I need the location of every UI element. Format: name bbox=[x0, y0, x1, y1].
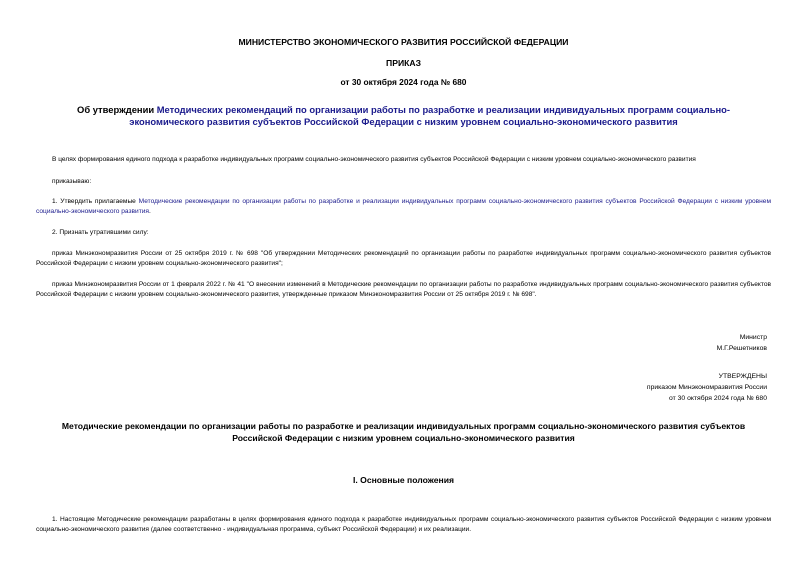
item1-prefix: 1. Утвердить прилагаемые bbox=[52, 198, 139, 205]
order-date-number: от 30 октября 2024 года № 680 bbox=[340, 77, 467, 87]
section1-paragraph1: 1. Настоящие Методические рекомендации разработаны в целях формирования единого подхода к разработке индивидуальных программ социально-экономического развития субъектов Российской Федерации с низким уровнем социально-экономического развития (далее соответственно - индивидуальная программа, субъект Российской Федерации) и их реализации. bbox=[36, 516, 771, 533]
approval-line2: приказом Минэкономразвития России bbox=[646, 384, 767, 391]
item1-link[interactable]: Методические рекомендации по организации работы по разработке и реализации индивидуальных программ социально-экономического развития субъектов Российской Федерации с низким уровнем социально-экономического развития bbox=[36, 198, 771, 215]
section1-title: I. Основные положения bbox=[352, 475, 454, 485]
repeal2-paragraph: приказ Минэкономразвития России от 1 февраля 2022 г. № 41 "О внесении изменений в Методические рекомендации по организации работы по разработке индивидуальных программ социально-экономического развития субъектов Российской Федерации с низким уровнем социально-экономического развития, утвержденные приказом Минэкономразвития России от 25 октября 2019 г. № 698". bbox=[36, 281, 771, 298]
annex-title: Методические рекомендации по организации работы по разработке и реализации индивидуальных программ социально-экономического развития субъектов Российской Федерации с низким уровнем социально-экономического развития bbox=[61, 421, 746, 443]
approval-line1: УТВЕРЖДЕНЫ bbox=[718, 373, 767, 380]
repeal1-paragraph: приказ Минэкономразвития России от 25 октября 2019 г. № 698 "Об утверждении Методических рекомендаций по организации работы по разработке индивидуальных программ социально-экономического развития субъектов Российской Федерации с низким уровнем социально-экономического развития"; bbox=[36, 250, 771, 267]
preamble-paragraph: В целях формирования единого подхода к разработке индивидуальных программ социально-экономического развития субъектов Российской Федерации с низким уровнем социально-экономического развития bbox=[52, 156, 696, 163]
signature-name: М.Г.Решетников bbox=[716, 345, 767, 352]
order-word: приказываю: bbox=[52, 178, 92, 185]
document-page bbox=[36, 0, 771, 571]
item1-paragraph bbox=[36, 197, 771, 216]
signature-block bbox=[717, 332, 767, 354]
signature-position: Министр bbox=[739, 334, 767, 341]
order-title-prefix: Об утверждении bbox=[77, 104, 157, 115]
order-heading: ПРИКАЗ bbox=[386, 58, 421, 68]
order-title-link[interactable]: Методических рекомендаций по организации работы по разработке и реализации индивидуальных программ социально-экономического развития субъектов Российской Федерации с низким уровнем социально-экономического развития bbox=[129, 104, 730, 127]
ministry-heading: МИНИСТЕРСТВО ЭКОНОМИЧЕСКОГО РАЗВИТИЯ РОССИЙСКОЙ ФЕДЕРАЦИИ bbox=[238, 37, 569, 47]
approval-block bbox=[647, 371, 767, 404]
item1-suffix: . bbox=[149, 207, 151, 215]
order-title bbox=[46, 104, 761, 128]
approval-line3: от 30 октября 2024 года № 680 bbox=[669, 395, 767, 402]
item2-paragraph: 2. Признать утратившими силу: bbox=[52, 229, 149, 236]
